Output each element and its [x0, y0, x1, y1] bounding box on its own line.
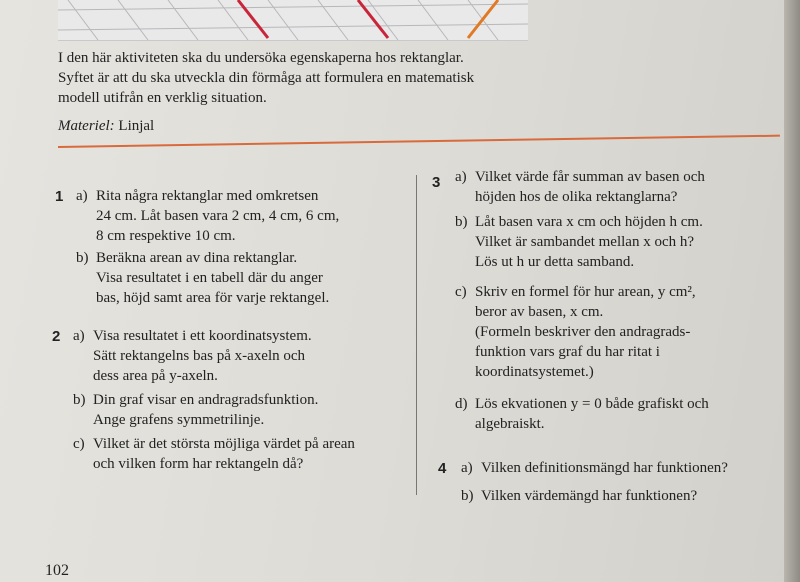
item-text: algebraiskt.	[475, 416, 545, 432]
item-text: Vilken värdemängd har funktionen?	[481, 488, 698, 504]
item-text: Vilken definitionsmängd har funktionen?	[481, 460, 728, 476]
item-text: Visa resultatet i en tabell där du anger	[96, 270, 323, 286]
item-text: Visa resultatet i ett koordinatsystem.	[93, 328, 312, 344]
task2-a	[73, 326, 312, 386]
item-text: beror av basen, x cm.	[475, 304, 604, 320]
item-text: 8 cm respektive 10 cm.	[96, 228, 236, 244]
page-number: 102	[45, 562, 69, 579]
item-text: och vilken form har rektangeln då?	[93, 456, 304, 472]
item-text: (Formeln beskriver den andragrads-	[475, 324, 691, 340]
item-text: Vilket värde får summan av basen och	[475, 169, 705, 185]
task3-b	[455, 212, 703, 272]
item-text: funktion vars graf du har ritat i	[475, 344, 660, 360]
task-number-4: 4	[438, 460, 447, 477]
task4-a	[461, 458, 728, 478]
item-text: Vilket är det största möjliga värdet på arean	[93, 436, 355, 452]
item-label: a)	[461, 460, 473, 476]
task4-b	[461, 486, 697, 506]
item-text: 24 cm. Låt basen vara 2 cm, 4 cm, 6 cm,	[96, 208, 340, 224]
item-label: c)	[73, 436, 85, 452]
section-rule	[58, 135, 780, 148]
top-photo	[58, 0, 528, 41]
item-text: koordinatsystemet.)	[475, 364, 594, 380]
item-text: Rita några rektanglar med omkretsen	[96, 188, 319, 204]
item-text: dess area på y-axeln.	[93, 368, 218, 384]
item-text: Beräkna arean av dina rektanglar.	[96, 250, 298, 266]
intro-paragraph	[58, 48, 538, 108]
intro-line: Syftet är att du ska utveckla din förmåga att formulera en matematisk	[58, 70, 475, 86]
item-text: Vilket är sambandet mellan x och h?	[475, 234, 695, 250]
grid-photo-graphic	[58, 0, 528, 40]
task-number-2: 2	[52, 328, 61, 345]
item-text: Lös ut h ur detta samband.	[475, 254, 635, 270]
task1-b	[76, 248, 329, 308]
column-divider	[416, 175, 417, 495]
item-label: a)	[455, 169, 467, 185]
item-label: b)	[76, 250, 89, 266]
task1-a	[76, 186, 339, 246]
item-text: höjden hos de olika rektanglarna?	[475, 189, 678, 205]
item-label: d)	[455, 396, 468, 412]
item-text: bas, höjd samt area för varje rektangel.	[96, 290, 330, 306]
materials-value: Linjal	[118, 118, 155, 134]
item-text: Lös ekvationen y = 0 både grafiskt och	[475, 396, 709, 412]
task2-b	[73, 390, 318, 430]
item-text: Din graf visar en andragradsfunktion.	[93, 392, 319, 408]
item-text: Låt basen vara x cm och höjden h cm.	[475, 214, 703, 230]
book-spine-edge	[784, 0, 800, 582]
intro-line: I den här aktiviteten ska du undersöka egenskaperna hos rektanglar.	[58, 50, 464, 66]
task-number-1: 1	[55, 188, 64, 205]
item-label: a)	[73, 328, 85, 344]
task3-c	[455, 282, 696, 382]
materials-label: Materiel:	[58, 118, 115, 134]
item-label: b)	[73, 392, 86, 408]
task-number-3: 3	[432, 174, 441, 191]
item-text: Skriv en formel för hur arean, y cm²,	[475, 284, 696, 300]
item-label: c)	[455, 284, 467, 300]
item-text: Ange grafens symmetrilinje.	[93, 412, 265, 428]
materials-line	[58, 118, 154, 135]
item-text: Sätt rektangelns bas på x-axeln och	[93, 348, 306, 364]
task3-d	[455, 394, 709, 434]
item-label: b)	[455, 214, 468, 230]
item-label: a)	[76, 188, 88, 204]
intro-line: modell utifrån en verklig situation.	[58, 90, 267, 106]
task2-c	[73, 434, 355, 474]
item-label: b)	[461, 488, 474, 504]
task3-a	[455, 167, 705, 207]
